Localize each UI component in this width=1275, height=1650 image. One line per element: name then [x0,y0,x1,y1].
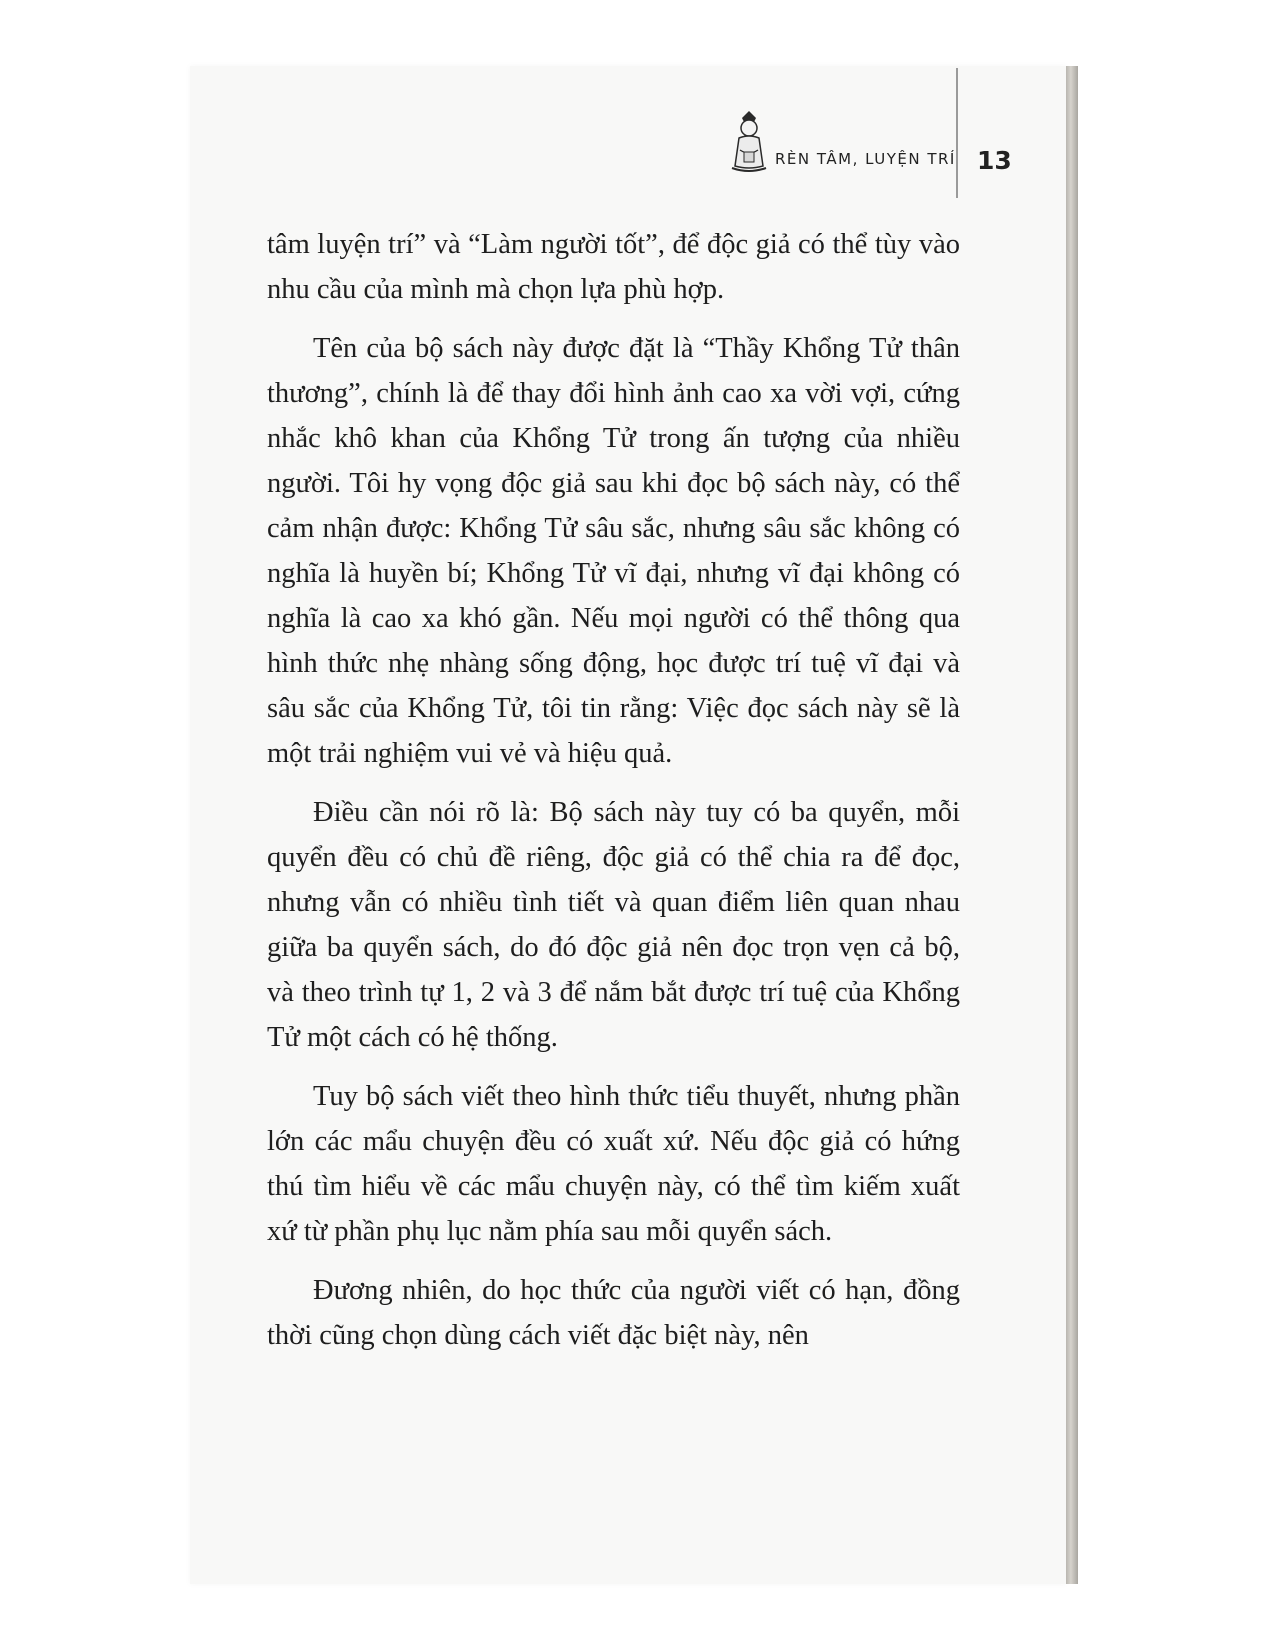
page-edge [1066,66,1078,1584]
body-text [267,222,960,1372]
paragraph-1: tâm luyện trí” và “Làm người tốt”, để độc giả có thể tùy vào nhu cầu của mình mà chọn lựa phù hợp. [267,229,960,305]
paragraph-2: Tên của bộ sách này được đặt là “Thầy Khổng Tử thân thương”, chính là để thay đổi hình ảnh cao xa vời vợi, cứng nhắc khô khan của Khổng Tử trong ấn tượng của nhiều người. Tôi hy vọng độc giả sau khi đọc bộ sách này, có thể cảm nhận được: Khổng Tử sâu sắc, nhưng sâu sắc không có nghĩa là huyền bí; Khổng Tử vĩ đại, nhưng vĩ đại không có nghĩa là cao xa khó gần. Nếu mọi người có thể thông qua hình thức nhẹ nhàng sống động, học được trí tuệ vĩ đại và sâu sắc của Khổng Tử, tôi tin rằng: Việc đọc sách này sẽ là một trải nghiệm vui vẻ và hiệu quả. [267,333,960,769]
page-number: 13 [977,146,1012,175]
running-header-title: RÈN TÂM, LUYỆN TRÍ [775,150,956,168]
paragraph-4: Tuy bộ sách viết theo hình thức tiểu thuyết, nhưng phần lớn các mẩu chuyện đều có xuất xứ. Nếu độc giả có hứng thú tìm hiểu về các mẩu chuyện này, có thể tìm kiếm xuất xứ từ phần phụ lục nằm phía sau mỗi quyển sách. [267,1081,960,1247]
paragraph-3: Điều cần nói rõ là: Bộ sách này tuy có ba quyển, mỗi quyển đều có chủ đề riêng, độc giả có thể chia ra để đọc, nhưng vẫn có nhiều tình tiết và quan điểm liên quan nhau giữa ba quyển sách, do đó độc giả nên đọc trọn vẹn cả bộ, và theo trình tự 1, 2 và 3 để nắm bắt được trí tuệ của Khổng Tử một cách có hệ thống. [267,797,960,1053]
header-divider [956,68,958,198]
paragraph-5: Đương nhiên, do học thức của người viết có hạn, đồng thời cũng chọn dùng cách viết đặc biệt này, nên [267,1275,960,1351]
confucius-figure-icon [728,108,770,174]
